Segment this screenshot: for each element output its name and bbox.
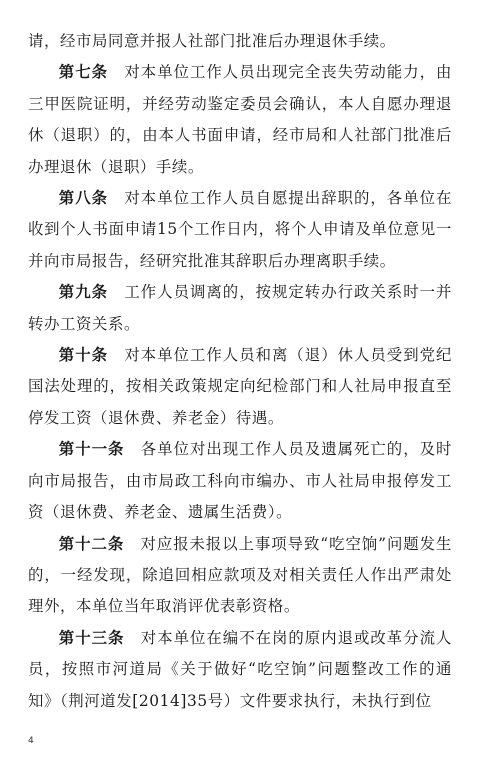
- paragraph-continuation: [28, 26, 452, 57]
- document-body: [28, 26, 452, 717]
- article-13: [28, 623, 452, 717]
- article-number: 第八条: [58, 189, 108, 208]
- article-number: 第十一条: [58, 440, 125, 459]
- article-8: [28, 183, 452, 277]
- article-text: 对应报未报以上事项导致“吃空饷”问题发生的，一经发现，除追回相应款项及对相关责任人作出严肃处理外，本单位当年取消评优表彰资格。: [28, 534, 452, 616]
- article-text: 对本单位在编不在岗的原内退或改革分流人员，按照市河道局《关于做好“吃空饷”问题整改工作的通知》（荆河道发[2014]35号）文件要求执行，未执行到位: [28, 628, 452, 710]
- article-7: [28, 57, 452, 183]
- article-number: 第十三条: [58, 628, 125, 647]
- article-number: 第十条: [58, 346, 108, 365]
- article-text: 对本单位工作人员自愿提出辞职的，各单位在收到个人书面申请15个工作日内，将个人申请及单位意见一并向市局报告，经研究批准其辞职后办理离职手续。: [28, 189, 452, 270]
- article-text: 对本单位工作人员和离（退）休人员受到党纪国法处理的，按相关政策规定向纪检部门和人社局申报直至停发工资（退休费、养老金）待遇。: [28, 346, 452, 427]
- page-number: 4: [28, 736, 34, 746]
- article-text: 工作人员调离的，按规定转办行政关系时一并转办工资关系。: [28, 283, 452, 333]
- paragraph-text: 请，经市局同意并报人社部门批准后办理退休手续。: [28, 32, 396, 50]
- article-number: 第七条: [58, 63, 108, 82]
- article-12: [28, 529, 452, 623]
- article-9: [28, 277, 452, 340]
- article-text: 对本单位工作人员出现完全丧失劳动能力，由三甲医院证明，并经劳动鉴定委员会确认，本人自愿办理退休（退职）的，由本人书面申请，经市局和人社部门批准后办理退休（退职）手续。: [28, 63, 452, 176]
- article-10: [28, 340, 452, 434]
- article-number: 第九条: [58, 283, 108, 302]
- article-number: 第十二条: [58, 534, 125, 553]
- article-11: [28, 434, 452, 528]
- article-text: 各单位对出现工作人员及遗属死亡的，及时向市局报告，由市局政工科向市编办、市人社局申报停发工资（退休费、养老金、遗属生活费）。: [28, 440, 452, 522]
